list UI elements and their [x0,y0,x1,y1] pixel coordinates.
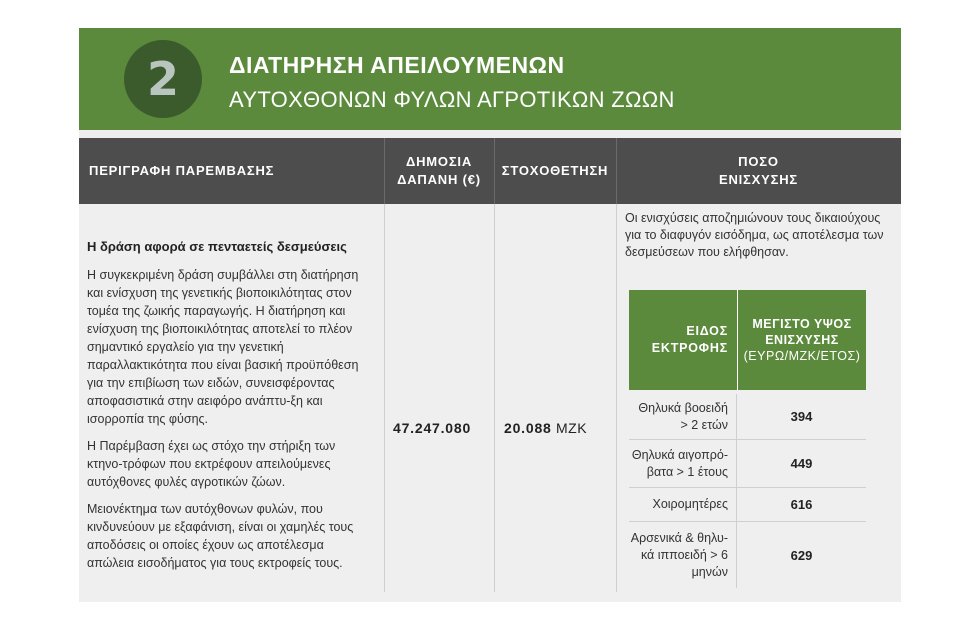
intervention-description [87,238,372,581]
header-target: ΣΤΟΧΟΘΕΤΗΣΗ [501,163,609,178]
support-rates-header [629,290,866,390]
rates-header-type [629,290,736,390]
rates-type-line1: ΕΙΔΟΣ [686,324,728,338]
target-number: 20.088 [504,420,552,436]
table-row [629,440,866,488]
max-support-value: 449 [790,456,813,471]
header-spending-line2: ΔΑΠΑΝΗ (€) [397,172,481,187]
column-divider [616,138,617,592]
header-public-spending [384,138,494,204]
description-lead: Η δράση αφορά σε πενταετείς δεσμεύσεις [87,239,347,254]
column-divider [384,138,385,592]
description-paragraph: Η συγκεκριμένη δράση συμβάλλει στη διατήρηση και ενίσχυση της γενετικής βιοποικιλότητας στον τομέα της ζωικής παραγωγής. Η διατήρηση και ενίσχυση της βιοποικιλότητας αποτελεί το πλέον σημαντικό εργαλείο για την γενετική παραλλακτικότητα που είναι βασική προϋπόθεση για την επιβίωση των ειδών, συνεισφέροντας αποφασιστικά στην αειφόρο ανάπτυ-ξη και ισορροπία της φύσης. [87,268,359,426]
header-divider [616,138,617,204]
target-unit: ΜΖΚ [556,420,588,436]
table-row [629,522,866,588]
livestock-type: Χοιρομητέρες [629,488,737,521]
max-support-value: 394 [790,409,813,424]
description-paragraph: Η Παρέμβαση έχει ως στόχο την στήριξη των κτηνο-τρόφων που εκτρέφουν απειλούμενες αυτόχθονες φυλές αγροτικών ζώων. [87,439,336,489]
support-intro: Οι ενισχύσεις αποζημιώνουν τους δικαιούχους για το διαφυγόν εισόδημα, ως αποτέλεσμα των δεσμεύσεων που ελήφθησαν. [625,211,884,259]
rates-max-line1: ΜΕΓΙΣΤΟ ΥΨΟΣ [752,317,852,331]
header-support-line2: ΕΝΙΣΧΥΣΗΣ [718,172,798,187]
rates-header-max [737,290,866,390]
intervention-card [79,28,901,602]
header-divider [494,138,495,204]
max-support-value: 616 [790,497,813,512]
public-spending-value: 47.247.080 [393,420,472,436]
rates-max-line2: ΕΝΙΣΧΥΣΗΣ [765,333,839,347]
support-rates-table [629,394,866,588]
header-description: ΠΕΡΙΓΡΑΦΗ ΠΑΡΕΜΒΑΣΗΣ [89,163,275,178]
rates-type-line2: ΕΚΤΡΟΦΗΣ [651,341,728,355]
description-paragraph: Μειονέκτημα των αυτόχθονων φυλών, που κινδυνεύουν με εξαφάνιση, είναι οι χαμηλές τους αποδόσεις οι οποίες έχουν ως αποτέλεσμα απώλεια εισοδήματος για τους εκτροφείς τους. [87,502,354,570]
section-subtitle: ΑΥΤΟΧΘΟΝΩΝ ΦΥΛΩΝ ΑΓΡΟΤΙΚΩΝ ΖΩΩΝ [229,87,675,112]
column-divider [494,138,495,592]
table-header [79,138,901,204]
rates-max-line3: (ΕΥΡΩ/ΜΖΚ/ΕΤΟΣ) [743,349,861,363]
target-value [504,420,587,436]
livestock-type: Θηλυκά αιγοπρό-βατα > 1 έτους [629,440,737,487]
max-support-value: 629 [790,547,813,563]
header-spending-line1: ΔΗΜΟΣΙΑ [405,154,473,169]
section-banner [79,28,901,130]
header-support-amount [616,138,901,204]
table-row [629,394,866,440]
header-support-line1: ΠΟΣΟ [738,154,779,169]
table-row [629,488,866,522]
livestock-type: Θηλυκά βοοειδή > 2 ετών [629,394,737,439]
section-number-badge: 2 [124,40,202,118]
livestock-type: Αρσενικά & θηλυ-κά ιπποειδή > 6 μηνών [629,522,737,588]
section-title: ΔΙΑΤΗΡΗΣΗ ΑΠΕΙΛΟΥΜΕΝΩΝ [229,52,565,78]
header-divider [384,138,385,204]
